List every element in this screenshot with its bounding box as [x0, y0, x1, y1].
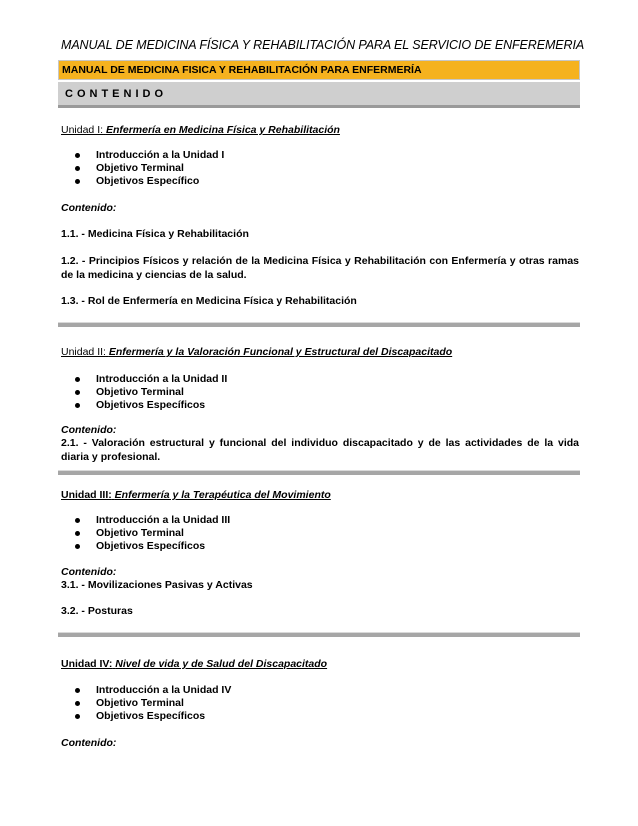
- unit-2-item-1: 2.1. - Valoración estructural y funcional del individuo discapacitado y de las actividades de la vida diaria y profesional.: [61, 437, 579, 463]
- section-divider: [58, 632, 580, 637]
- manual-title: MANUAL DE MEDICINA FISICA Y REHABILITACIÓN PARA ENFERMERÍA: [62, 64, 422, 76]
- unit-4-heading: [61, 658, 327, 670]
- unit-4-prefix: Unidad IV:: [61, 658, 113, 670]
- unit-1-item-3: 1.3. - Rol de Enfermería en Medicina Física y Rehabilitación: [61, 295, 357, 307]
- contents-heading: CONTENIDO: [65, 88, 167, 100]
- list-item: Introducción a la Unidad II: [61, 373, 227, 386]
- unit-2-prefix: Unidad II:: [61, 346, 106, 358]
- list-item: Objetivos Específicos: [61, 710, 231, 723]
- list-item: Introducción a la Unidad IV: [61, 684, 231, 697]
- unit-3-prefix: Unidad III:: [61, 489, 112, 501]
- bullet-icon: [75, 153, 80, 158]
- unit-2-heading: [61, 346, 452, 358]
- unit-1-prefix: Unidad I:: [61, 124, 104, 136]
- list-item: Objetivo Terminal: [61, 386, 227, 399]
- unit-3-item-1: 3.1. - Movilizaciones Pasivas y Activas: [61, 579, 253, 591]
- bullet-icon: [75, 166, 80, 171]
- bullet-icon: [75, 179, 80, 184]
- unit-1-heading: [61, 124, 340, 136]
- bullet-icon: [75, 531, 80, 536]
- running-header: MANUAL DE MEDICINA FÍSICA Y REHABILITACIÓN PARA EL SERVICIO DE ENFEREMERIA: [61, 38, 585, 52]
- unit-2-bullets: [61, 373, 227, 412]
- section-divider: [58, 322, 580, 327]
- unit-4-title: Nivel de vida y de Salud del Discapacitado: [115, 658, 328, 670]
- section-divider: [58, 470, 580, 475]
- unit-4-contenido-label: Contenido:: [61, 737, 117, 749]
- unit-1-contenido-label: Contenido:: [61, 202, 117, 214]
- unit-2-title: Enfermería y la Valoración Funcional y Estructural del Discapacitado: [108, 346, 453, 358]
- unit-1-item-2: 1.2. - Principios Físicos y relación de la Medicina Física y Rehabilitación con Enfermería y otras ramas de la medicina y ciencias de la salud.: [61, 255, 579, 281]
- bullet-icon: [75, 544, 80, 549]
- bullet-icon: [75, 688, 80, 693]
- list-item: Objetivo Terminal: [61, 527, 230, 540]
- unit-3-item-2: 3.2. - Posturas: [61, 605, 133, 617]
- unit-3-heading: [61, 489, 331, 501]
- bullet-icon: [75, 714, 80, 719]
- bullet-icon: [75, 390, 80, 395]
- bullet-icon: [75, 377, 80, 382]
- manual-title-bar: [58, 60, 580, 80]
- list-item: Objetivos Específico: [61, 175, 224, 188]
- unit-1-title: Enfermería en Medicina Física y Rehabilitación: [105, 124, 340, 136]
- unit-3-contenido-label: Contenido:: [61, 566, 117, 578]
- bullet-icon: [75, 701, 80, 706]
- list-item: Objetivos Específicos: [61, 540, 230, 553]
- list-item: Objetivos Específicos: [61, 399, 227, 412]
- list-item: Objetivo Terminal: [61, 697, 231, 710]
- unit-4-bullets: [61, 684, 231, 723]
- unit-3-title: Enfermería y la Terapéutica del Movimiento: [114, 489, 331, 501]
- bullet-icon: [75, 518, 80, 523]
- unit-1-item-1: 1.1. - Medicina Física y Rehabilitación: [61, 228, 249, 240]
- list-item: Introducción a la Unidad I: [61, 149, 224, 162]
- unit-1-bullets: [61, 149, 224, 188]
- list-item: Objetivo Terminal: [61, 162, 224, 175]
- unit-3-bullets: [61, 514, 230, 553]
- list-item: Introducción a la Unidad III: [61, 514, 230, 527]
- bullet-icon: [75, 403, 80, 408]
- contents-bar: [58, 82, 580, 108]
- unit-2-contenido-label: Contenido:: [61, 424, 117, 436]
